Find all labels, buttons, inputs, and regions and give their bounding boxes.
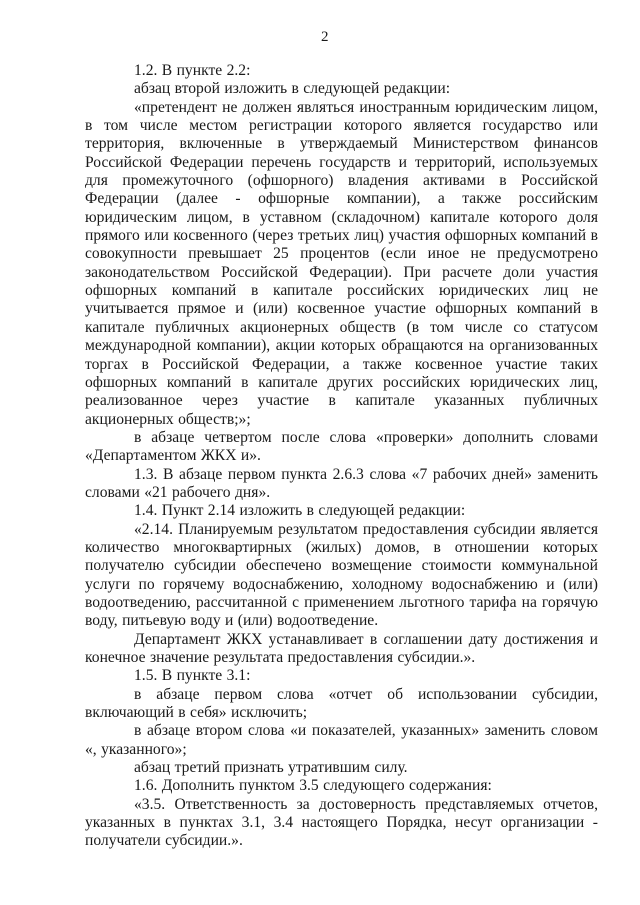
- paragraph-item-1-2-heading: 1.2. В пункте 2.2:: [134, 62, 251, 79]
- paragraph-fourth-abzac-edit: в абзаце четвертом после слова «проверки» дополнить словами «Департаментом ЖКХ и».: [85, 428, 598, 465]
- paragraph-item-1-4-heading: 1.4. Пункт 2.14 изложить в следующей редакции:: [134, 502, 466, 520]
- paragraph-department-zhkh: Департамент ЖКХ устанавливает в соглашении дату достижения и конечное значение результата предоставления субсидии.».: [85, 630, 598, 666]
- paragraph-third-abzac-edit: абзац третий признать утратившим силу.: [134, 759, 408, 777]
- paragraph-quoted-text-offshore: «претендент не должен являться иностранным юридическим лицом, в том числе местом регистрации которого является государство или территория, включенные в утверждаемый Министерством финансов Российской Федерации перечень государств и территорий, используемых для промежуточного (офшорного) владения активами в Российской Федерации (далее - офшорные компании), а также российским юридическим лицом, в уставном (складочном) капитале которого доля прямого или косвенного (через третьих лиц) участия офшорных компаний в совокупности превышает 25 процентов (если иное не предусмотрено законодательством Российской Федерации). При расчете доли участия офшорных компаний в капитале российских юридических лиц не учитывается прямое и (или) косвенное участие офшорных компаний в капитале публичных акционерных обществ (в том числе со статусом международной компании), акции которых обращаются на организованных торгах в Российской Федерации, а также косвенное участие таких офшорных компаний в капитале других российских юридических лиц, реализованное через участие в капитале указанных публичных акционерных обществ;»;: [85, 98, 598, 428]
- paragraph-quoted-text-2-14: «2.14. Планируемым результатом предоставления субсидии является количество многоквартирных (жилых) домов, в отношении которых получателю субсидии обеспечено возмещение стоимости коммунальной услуги по горячему водоснабжению, холодному водоснабжению и (или) водоотведению, рассчитанной с применением льготного тарифа на горячую воду, питьевую воду и (или) водоотведение.: [85, 520, 598, 630]
- paragraph-second-abzac-edit: в абзаце втором слова «и показателей, указанных» заменить словом «, указанного»;: [85, 722, 598, 758]
- paragraph-item-1-5-heading: 1.5. В пункте 3.1:: [134, 667, 251, 685]
- paragraph-quoted-text-3-5: «3.5. Ответственность за достоверность представляемых отчетов, указанных в пунктах 3.1, 3.4 настоящего Порядка, несут организации - получатели субсидии.».: [85, 795, 598, 850]
- paragraph-item-1-3: 1.3. В абзаце первом пункта 2.6.3 слова «7 рабочих дней» заменить словами «21 рабочего дня».: [85, 465, 598, 501]
- document-body: [85, 62, 598, 851]
- paragraph-first-abzac-edit: в абзаце первом слова «отчет об использовании субсидии, включающий в себя» исключить;: [85, 685, 598, 722]
- paragraph-edit-instruction: абзац второй изложить в следующей редакции:: [134, 80, 451, 98]
- paragraph-item-1-6-heading: 1.6. Дополнить пунктом 3.5 следующего содержания:: [134, 777, 492, 795]
- page-number: 2: [321, 29, 329, 45]
